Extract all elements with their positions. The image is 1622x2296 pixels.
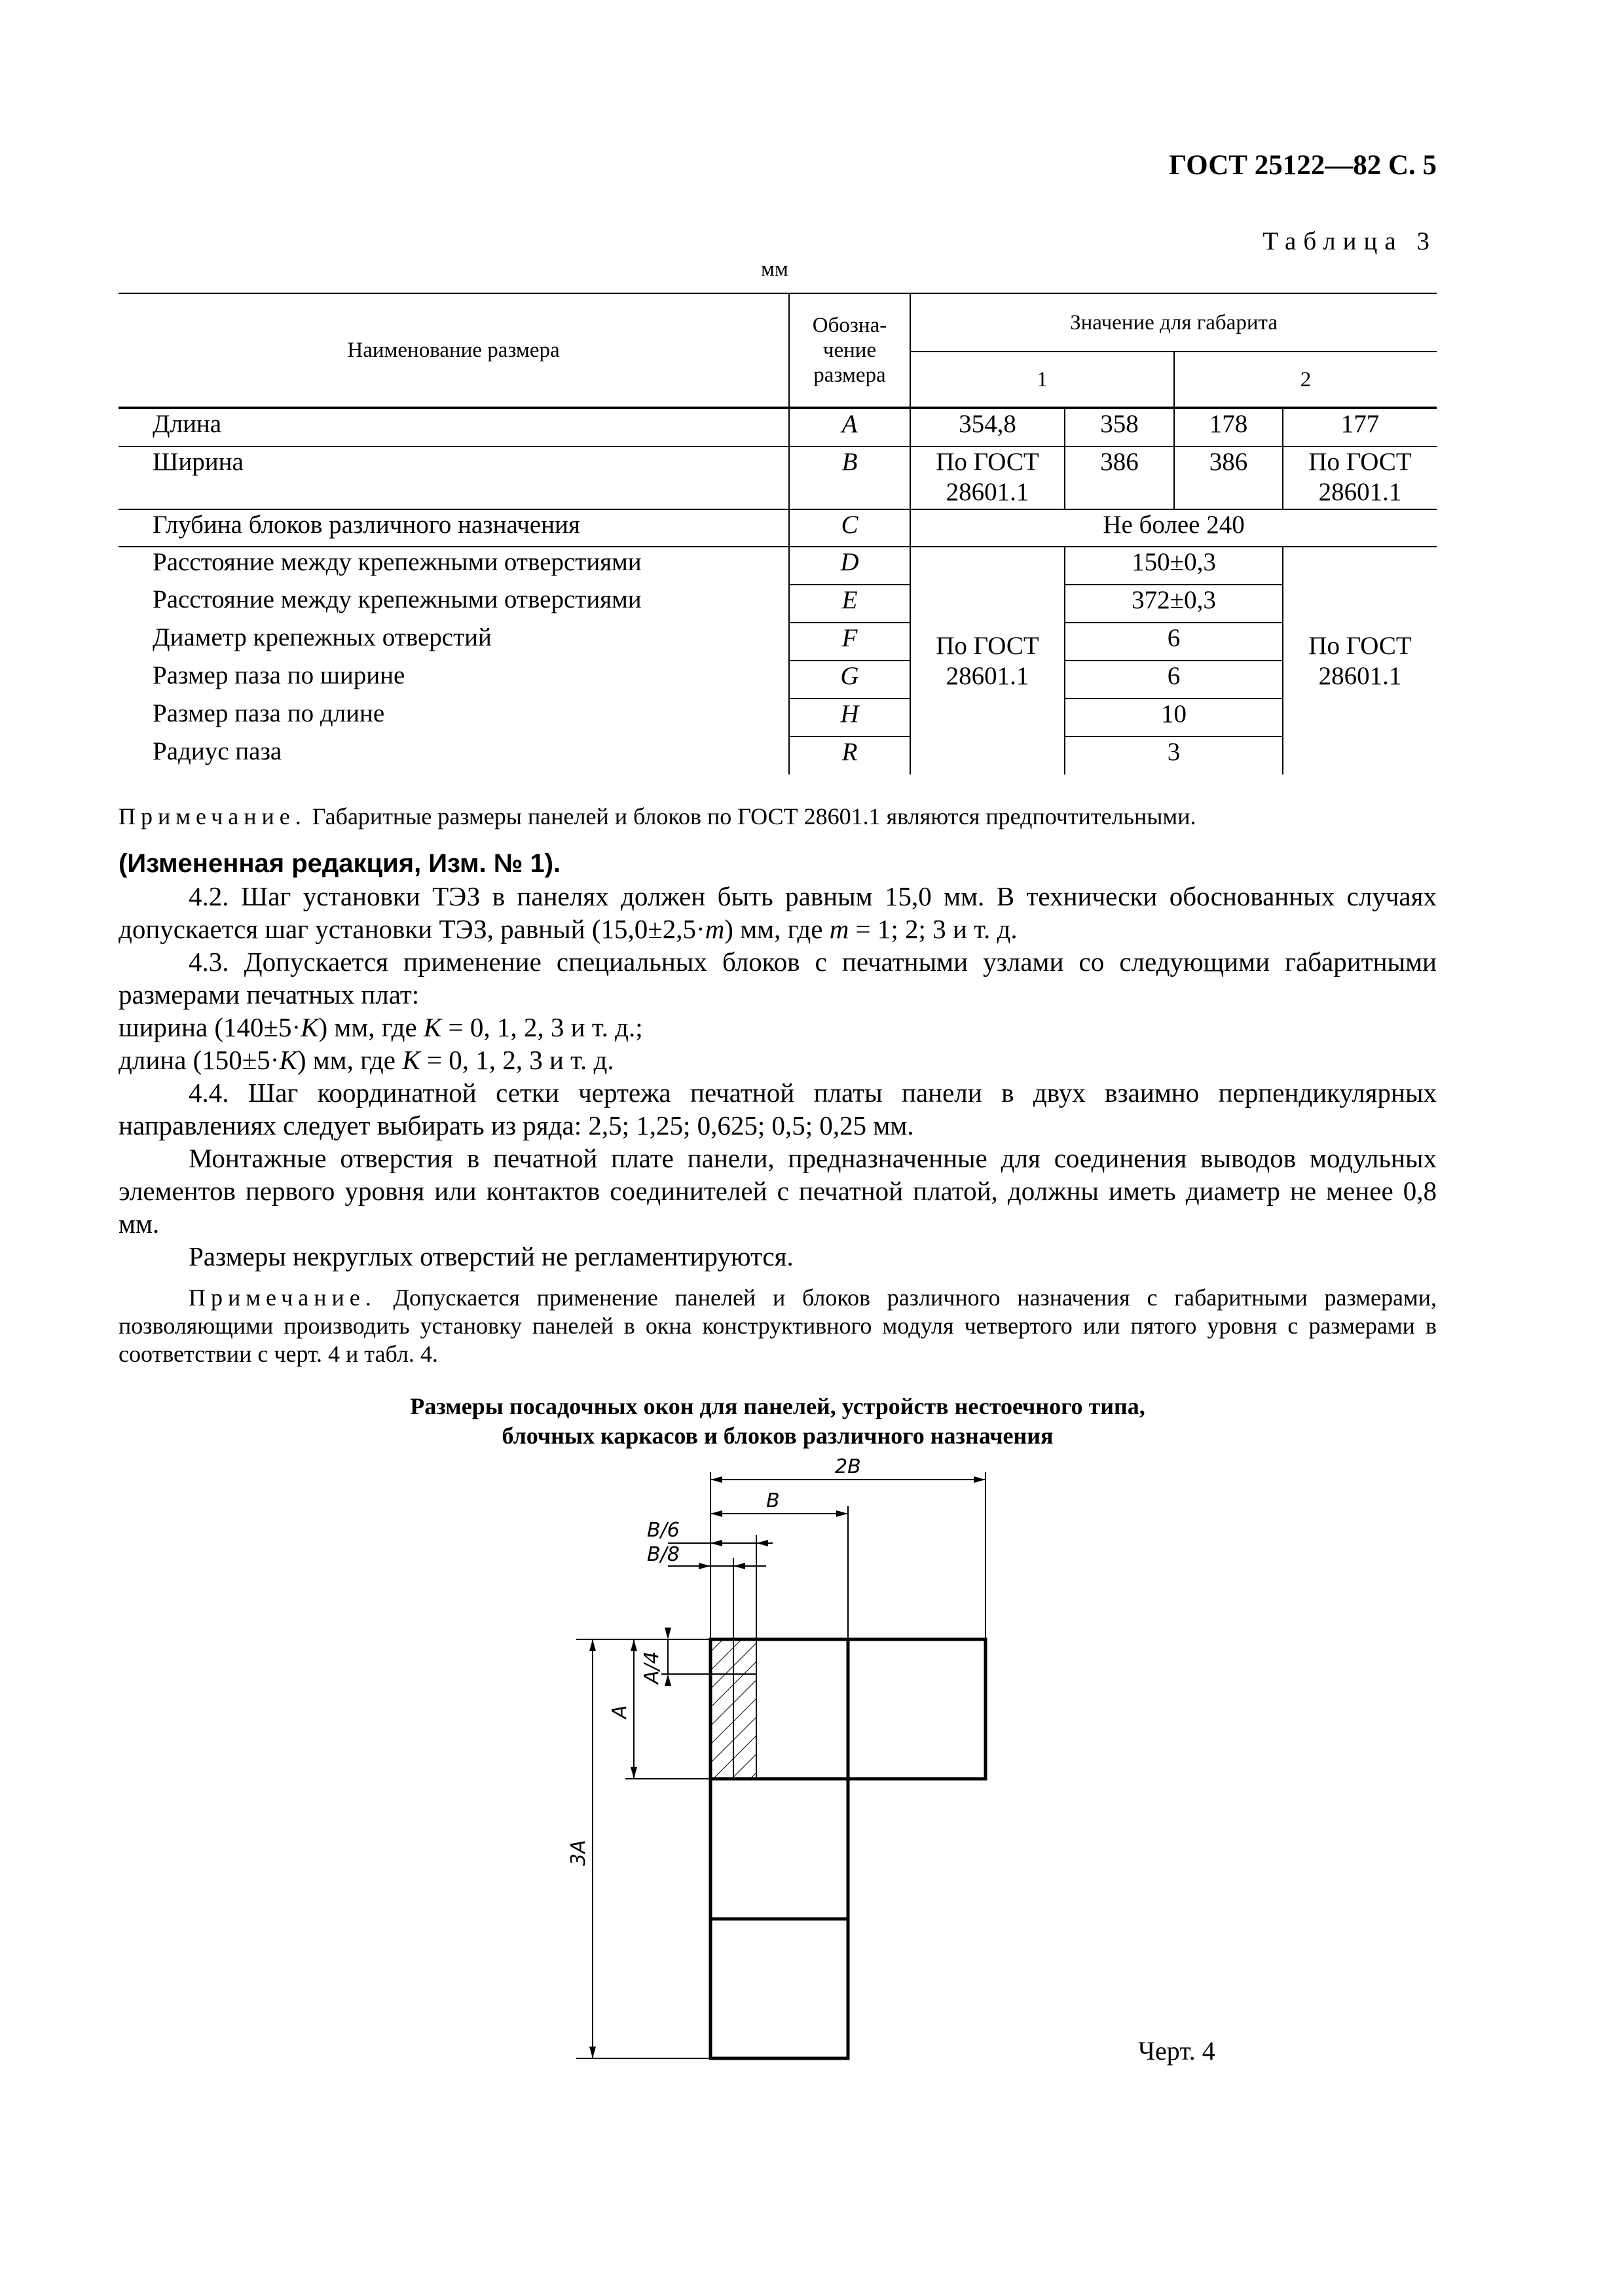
table-caption: Таблица 3 xyxy=(1263,227,1437,255)
table-row xyxy=(119,699,1437,737)
row-value: 372±0,3 xyxy=(1065,585,1283,623)
length-var: K xyxy=(279,1045,297,1075)
row-value: 3 xyxy=(1065,737,1283,774)
table-row xyxy=(119,446,1437,509)
row-symbol: H xyxy=(789,699,910,737)
note-2 xyxy=(119,1284,1437,1368)
figure-title-line: Размеры посадочных окон для панелей, устройств нестоечного типа, xyxy=(410,1393,1145,1419)
dim-label: B/6 xyxy=(647,1519,680,1542)
length-var: K xyxy=(402,1045,420,1075)
row-value: 386 xyxy=(1174,446,1283,509)
row-symbol: F xyxy=(789,623,910,661)
table-row xyxy=(119,409,1437,446)
width-part: ширина (140±5· xyxy=(119,1012,301,1042)
table-row xyxy=(119,547,1437,585)
width-line xyxy=(119,1011,1437,1044)
dim-label: B/8 xyxy=(647,1543,680,1566)
note-text: Габаритные размеры панелей и блоков по ГОСТ 28601.1 являются предпочтительными. xyxy=(306,803,1196,829)
p42-var: m xyxy=(829,914,849,944)
width-var: K xyxy=(423,1012,442,1042)
row-value: Не более 240 xyxy=(910,509,1437,547)
width-var: K xyxy=(301,1012,319,1042)
length-part: длина (150±5· xyxy=(119,1045,280,1075)
table-row xyxy=(119,661,1437,699)
p42-part: 4.2. Шаг установки ТЭЗ в панелях должен быть равным 15,0 мм. В технически обоснованных случаях допускается шаг установки ТЭЗ, равный (15,0±2,5· xyxy=(119,881,1437,944)
paragraph-4-4: 4.4. Шаг координатной сетки чертежа печатной платы панели в двух взаимно перпендикулярных направлениях следует выбирать из ряда: 2,5; 1,25; 0,625; 0,5; 0,25 мм. xyxy=(119,1078,1437,1140)
figure-title-line: блочных каркасов и блоков различного назначения xyxy=(502,1423,1054,1449)
row-name: Размер паза по длине xyxy=(153,699,385,727)
row-name: Расстояние между крепежными отверстиями xyxy=(153,585,642,613)
row-value: 354,8 xyxy=(910,409,1065,446)
table-row xyxy=(119,509,1437,547)
row-name: Расстояние между крепежными отверстиями xyxy=(153,548,642,576)
note-1 xyxy=(119,803,1437,831)
width-part: ) мм, где xyxy=(318,1012,424,1042)
dim-label: A xyxy=(608,1705,631,1719)
row-symbol: G xyxy=(789,661,910,699)
note-label: Примечание. xyxy=(189,1285,377,1311)
table-units: мм xyxy=(761,257,788,281)
p42-part: ) мм, где xyxy=(724,914,830,944)
row-value: По ГОСТ 28601.1 xyxy=(1283,446,1437,509)
row-value: 6 xyxy=(1065,623,1283,661)
row-name: Глубина блоков различного назначения xyxy=(119,509,789,547)
page-header: ГОСТ 25122—82 С. 5 xyxy=(1168,150,1437,181)
paragraph-4-3: 4.3. Допускается применение специальных блоков с печатными узлами со следующими габаритными размерами печатных плат: xyxy=(119,947,1437,1010)
row-value: По ГОСТ 28601.1 xyxy=(910,446,1065,509)
dim-label: 2B xyxy=(835,1455,861,1478)
p42-part: = 1; 2; 3 и т. д. xyxy=(849,914,1018,944)
row-value: 150±0,3 xyxy=(1065,547,1283,585)
paragraph-4-2 xyxy=(119,880,1437,945)
note-text: Допускается применение панелей и блоков различного назначения с габаритными размерами, позволяющими производить установку панелей в окна конструктивного модуля четвертого или пятого уровня с размерами в соответствии с черт. 4 и табл. 4. xyxy=(119,1285,1437,1367)
header-gabarit-2: 2 xyxy=(1174,352,1437,407)
row-name: Диаметр крепежных отверстий xyxy=(153,623,492,651)
figure-4-drawing xyxy=(557,1453,1015,2082)
header-value: Значение для габарита xyxy=(910,293,1437,352)
figure-label: Черт. 4 xyxy=(1138,2036,1215,2066)
dimensions-table xyxy=(119,293,1437,774)
dimension-lines xyxy=(576,1472,986,2058)
row-symbol: D xyxy=(789,547,910,585)
row-name: Ширина xyxy=(119,446,789,509)
header-name: Наименование размера xyxy=(119,293,789,407)
p42-var: m xyxy=(705,914,725,944)
table-row xyxy=(119,737,1437,774)
row-symbol: B xyxy=(789,446,910,509)
row-symbol: C xyxy=(789,509,910,547)
row-name: Длина xyxy=(119,409,789,446)
dim-label: A/4 xyxy=(640,1651,663,1684)
length-part: = 0, 1, 2, 3 и т. д. xyxy=(420,1045,614,1075)
dim-label: B xyxy=(766,1489,780,1512)
merged-value-right: По ГОСТ 28601.1 xyxy=(1283,547,1437,774)
row-value: 386 xyxy=(1065,446,1174,509)
table-row xyxy=(119,623,1437,661)
row-symbol: E xyxy=(789,585,910,623)
paragraph-noncircle: Размеры некруглых отверстий не регламентируются. xyxy=(189,1241,794,1271)
width-part: = 0, 1, 2, 3 и т. д.; xyxy=(441,1012,643,1042)
row-symbol: A xyxy=(789,409,910,446)
row-name: Радиус паза xyxy=(153,737,282,765)
table-row xyxy=(119,585,1437,623)
row-symbol: R xyxy=(789,737,910,774)
header-symbol: Обозна- чение размера xyxy=(789,293,910,407)
dim-label: 3A xyxy=(567,1840,590,1866)
row-name: Размер паза по ширине xyxy=(153,661,405,689)
amendment-note: (Измененная редакция, Изм. № 1). xyxy=(119,849,561,878)
merged-value-left: По ГОСТ 28601.1 xyxy=(910,547,1065,774)
row-value: 178 xyxy=(1174,409,1283,446)
note-label: Примечание. xyxy=(119,803,306,829)
length-part: ) мм, где xyxy=(297,1045,403,1075)
row-value: 177 xyxy=(1283,409,1437,446)
row-value: 358 xyxy=(1065,409,1174,446)
row-value: 10 xyxy=(1065,699,1283,737)
paragraph-mount: Монтажные отверстия в печатной плате панели, предназначенные для соединения выводов модульных элементов первого уровня или контактов соединителей с печатной платой, должны иметь диаметр не менее 0,8 мм. xyxy=(119,1143,1437,1239)
figure-title xyxy=(119,1392,1437,1451)
length-line xyxy=(119,1044,1437,1076)
row-value: 6 xyxy=(1065,661,1283,699)
header-gabarit-1: 1 xyxy=(910,352,1174,407)
